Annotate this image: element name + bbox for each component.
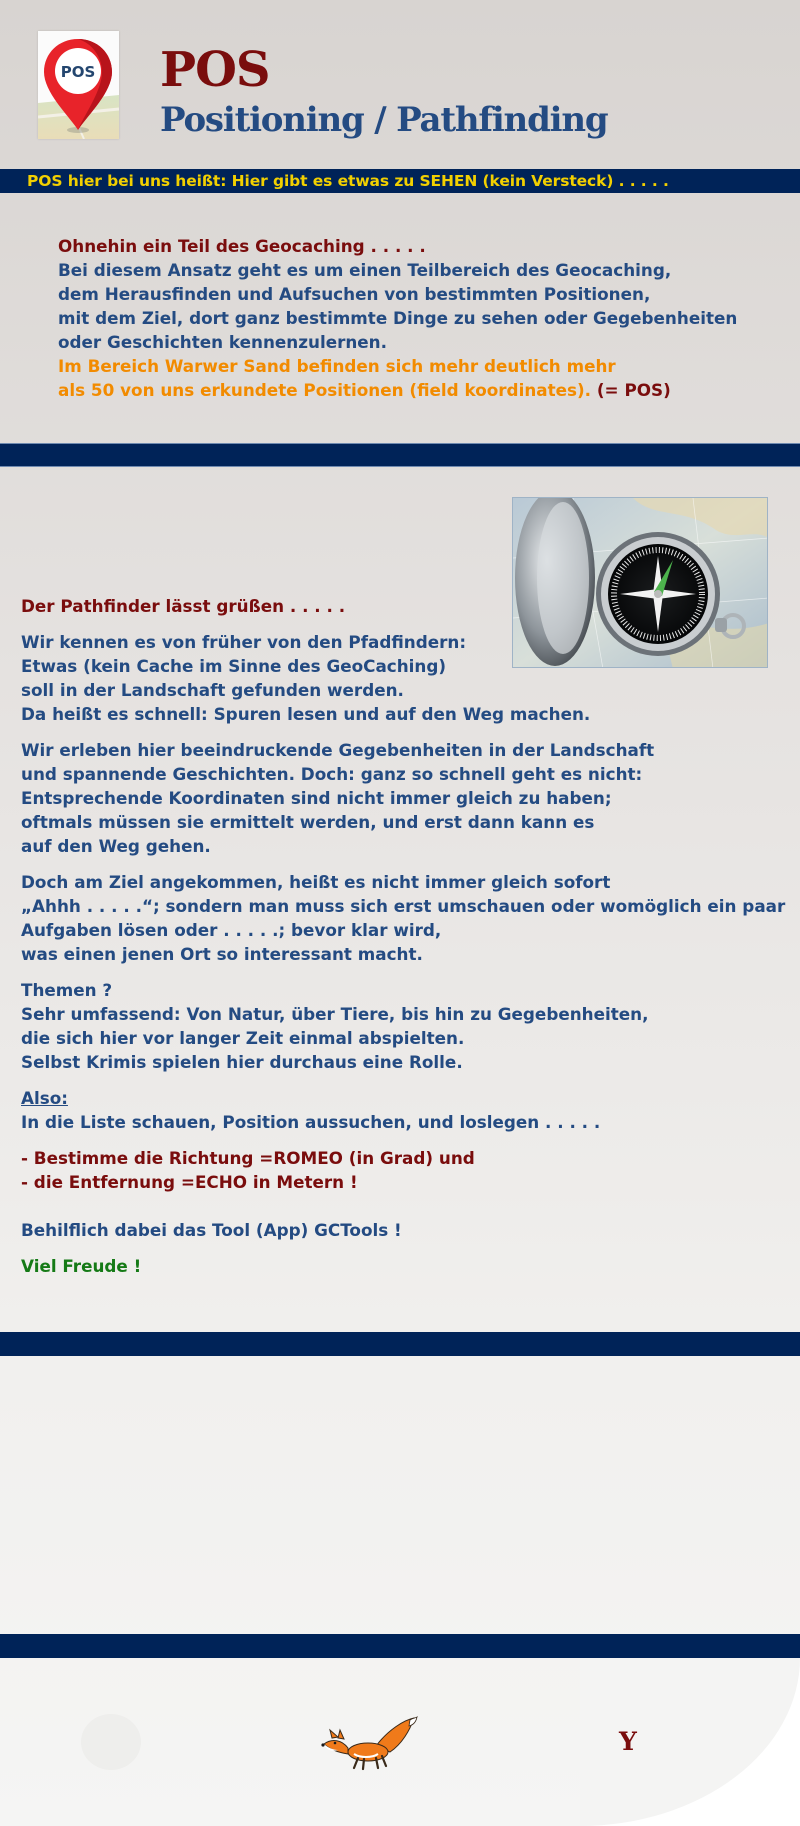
- text-line: Selbst Krimis spielen hier durchaus eine Rolle.: [21, 1052, 463, 1072]
- main-heading: Der Pathfinder lässt grüßen . . . . .: [21, 596, 346, 616]
- text-line: Themen ?: [21, 980, 113, 1000]
- pos-logo: [38, 31, 119, 139]
- divider-band: [0, 443, 800, 467]
- text-line: Da heißt es schnell: Spuren lesen und auf den Weg machen.: [21, 704, 591, 724]
- intro-line: oder Geschichten kennenzulernen.: [58, 332, 388, 352]
- page-header: [0, 0, 800, 168]
- tool-line: Behilflich dabei das Tool (App) GCTools !: [21, 1220, 402, 1240]
- intro-section: [58, 234, 778, 402]
- divider-band: [0, 1634, 800, 1658]
- fox-icon: [318, 1716, 418, 1772]
- paragraph-instructions: [21, 1146, 791, 1194]
- text-line: soll in der Landschaft gefunden werden.: [21, 680, 404, 700]
- intro-orange-line: Im Bereich Warwer Sand befinden sich mehr deutlich mehr: [58, 356, 616, 376]
- page-subtitle: Positioning / Pathfinding: [160, 100, 608, 140]
- page-title: POS: [160, 42, 270, 98]
- intro-heading: Ohnehin ein Teil des Geocaching . . . . .: [58, 236, 426, 256]
- closing-line: Viel Freude !: [21, 1256, 142, 1276]
- text-line: oftmals müssen sie ermittelt werden, und erst dann kann es: [21, 812, 595, 832]
- text-line: die sich hier vor langer Zeit einmal abspielten.: [21, 1028, 465, 1048]
- text-line: Wir kennen es von früher von den Pfadfindern:: [21, 632, 467, 652]
- instruction-line: - die Entfernung =ECHO in Metern !: [21, 1172, 358, 1192]
- text-line: Aufgaben lösen oder . . . . .; bevor klar wird,: [21, 920, 442, 940]
- pos-suffix: (= POS): [596, 380, 671, 400]
- paragraph-1: [21, 630, 791, 726]
- text-line: „Ahhh . . . . .“; sondern man muss sich erst umschauen oder womöglich ein paar: [21, 896, 786, 916]
- intro-orange-text: als 50 von uns erkundete Positionen (field koordinates).: [58, 380, 592, 400]
- main-section: [21, 594, 791, 1290]
- text-line: Wir erleben hier beeindruckende Gegebenheiten in der Landschaft: [21, 740, 655, 760]
- info-band: [0, 169, 800, 193]
- text-line: Doch am Ziel angekommen, heißt es nicht immer gleich sofort: [21, 872, 611, 892]
- footer-circle: [81, 1714, 141, 1770]
- text-line: Etwas (kein Cache im Sinne des GeoCaching): [21, 656, 447, 676]
- intro-orange-line-2: [58, 378, 778, 402]
- location-pin-icon: [38, 31, 119, 139]
- footer-letter: Y: [619, 1727, 637, 1756]
- intro-line: Bei diesem Ansatz geht es um einen Teilbereich des Geocaching,: [58, 260, 672, 280]
- text-line: Sehr umfassend: Von Natur, über Tiere, bis hin zu Gegebenheiten,: [21, 1004, 649, 1024]
- text-line: was einen jenen Ort so interessant macht.: [21, 944, 423, 964]
- intro-line: mit dem Ziel, dort ganz bestimmte Dinge zu sehen oder Gegebenheiten: [58, 308, 738, 328]
- paragraph-also: [21, 1086, 791, 1134]
- info-band-text: POS hier bei uns heißt: Hier gibt es etwas zu SEHEN (kein Versteck) . . . . .: [27, 172, 669, 190]
- also-label: Also:: [21, 1088, 68, 1108]
- paragraph-4: [21, 978, 791, 1074]
- text-line: auf den Weg gehen.: [21, 836, 211, 856]
- intro-line: dem Herausfinden und Aufsuchen von bestimmten Positionen,: [58, 284, 651, 304]
- paragraph-2: [21, 738, 791, 858]
- divider-band: [0, 1332, 800, 1356]
- text-line: und spannende Geschichten. Doch: ganz so schnell geht es nicht:: [21, 764, 643, 784]
- text-line: In die Liste schauen, Position aussuchen, und loslegen . . . . .: [21, 1112, 601, 1132]
- logo-text: POS: [60, 63, 96, 81]
- instruction-line: - Bestimme die Richtung =ROMEO (in Grad) und: [21, 1148, 475, 1168]
- paragraph-3: [21, 870, 791, 966]
- text-line: Entsprechende Koordinaten sind nicht immer gleich zu haben;: [21, 788, 612, 808]
